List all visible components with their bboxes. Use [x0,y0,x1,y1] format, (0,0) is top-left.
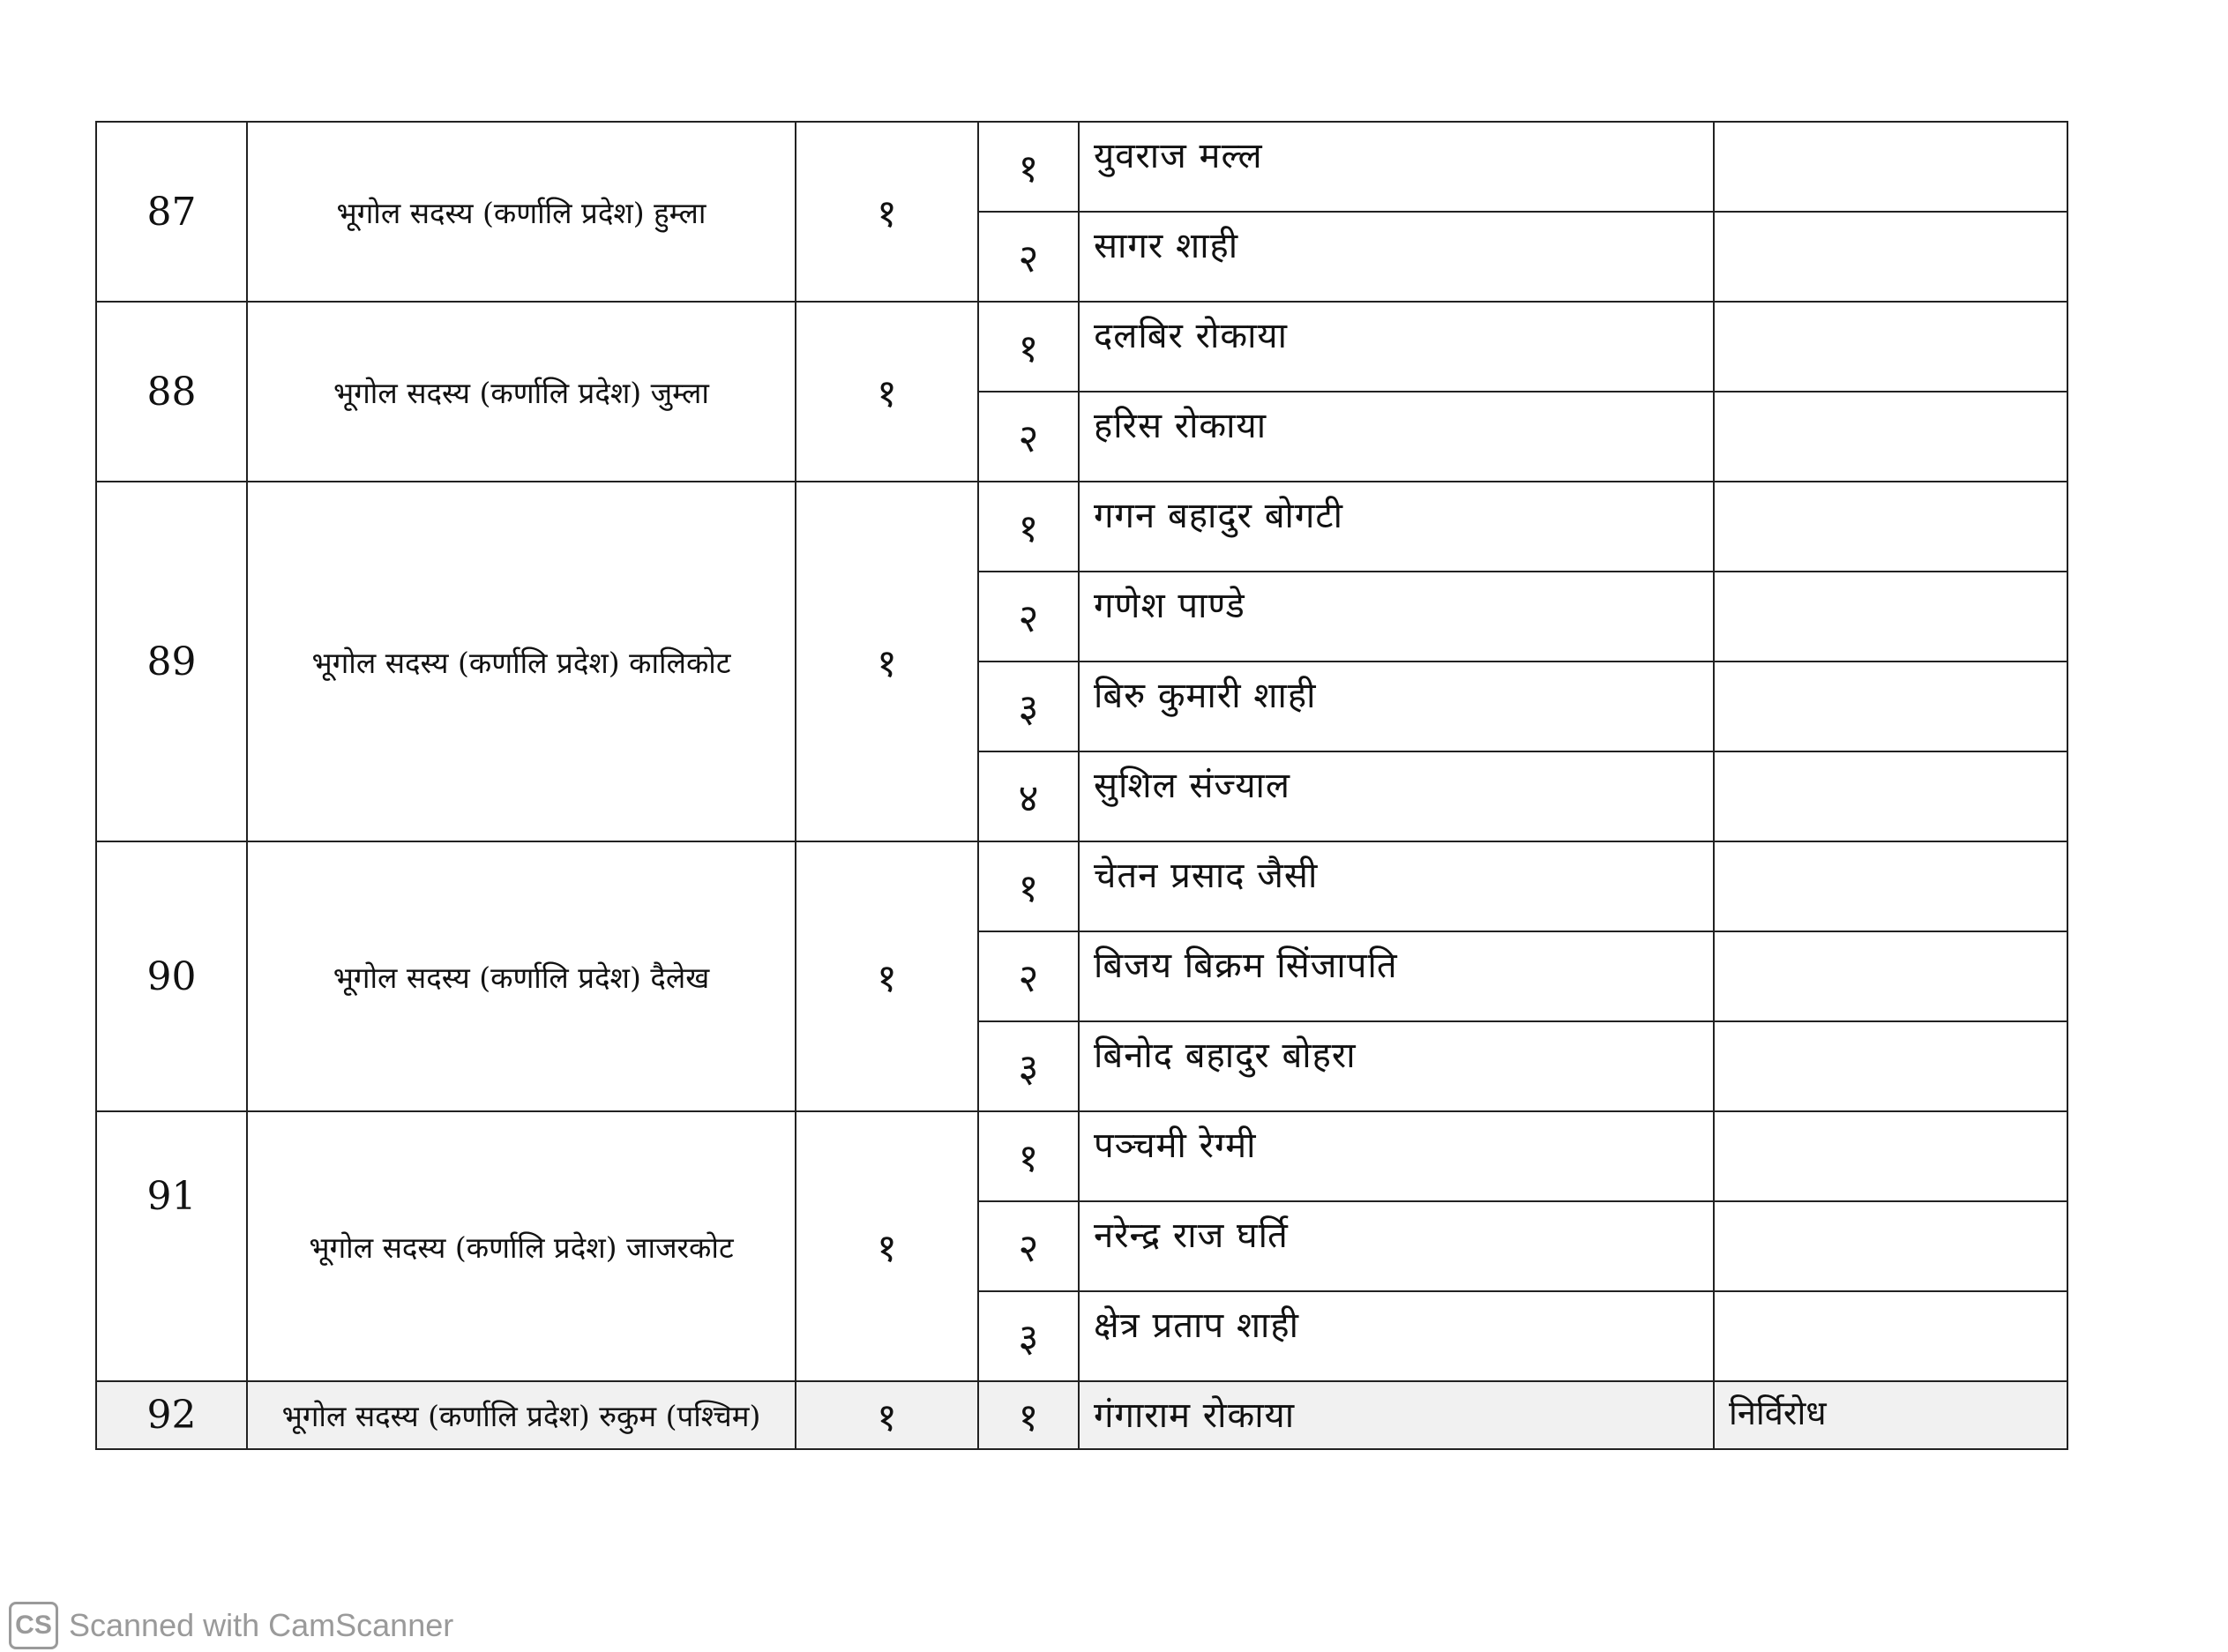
candidate-name-cell: पञ्चमी रेग्मी [1079,1111,1714,1201]
remark-cell [1714,931,2067,1021]
candidate-name-cell: क्षेत्र प्रताप शाही [1079,1291,1714,1381]
remark-cell [1714,1111,2067,1201]
candidate-name-cell: गणेश पाण्डे [1079,572,1714,662]
serial-number-cell: 87 [96,122,247,302]
constituency-cell: भूगोल सदस्य (कर्णालि प्रदेश) जुम्ला [247,302,796,482]
table-row [96,302,2067,392]
remark-cell [1714,751,2067,841]
constituency-cell: भूगोल सदस्य (कर्णालि प्रदेश) जाजरकोट [247,1111,796,1381]
candidate-name-cell: बिजय बिक्रम सिंजापति [1079,931,1714,1021]
remark-cell [1714,1291,2067,1381]
camscanner-watermark [9,1599,453,1652]
remark-cell [1714,662,2067,751]
candidate-name-cell: सुशिल संज्याल [1079,751,1714,841]
candidate-number-cell: ३ [978,1021,1079,1111]
table-row [96,841,2067,931]
candidate-name-cell: बिरु कुमारी शाही [1079,662,1714,751]
remark-cell [1714,572,2067,662]
table-row [96,1381,2067,1449]
remark-cell: निर्विरोध [1714,1381,2067,1449]
candidate-name-cell: युवराज मल्ल [1079,122,1714,212]
remark-cell [1714,1021,2067,1111]
remark-cell [1714,212,2067,302]
candidate-number-cell: २ [978,392,1079,482]
candidate-number-cell: ३ [978,1291,1079,1381]
remark-cell [1714,122,2067,212]
candidate-number-cell: १ [978,1381,1079,1449]
serial-number-cell: 88 [96,302,247,482]
candidate-number-cell: १ [978,1111,1079,1201]
camscanner-logo-icon: CS [9,1602,58,1649]
candidate-number-cell: २ [978,931,1079,1021]
serial-number-cell: 90 [96,841,247,1111]
table-row [96,482,2067,572]
serial-number-cell: 89 [96,482,247,841]
candidate-name-cell: दलबिर रोकाया [1079,302,1714,392]
serial-number-cell: 91 [96,1111,247,1381]
remark-cell [1714,1201,2067,1291]
candidate-name-cell: गंगाराम रोकाया [1079,1381,1714,1449]
candidate-number-cell: १ [978,482,1079,572]
candidate-name-cell: चेतन प्रसाद जैसी [1079,841,1714,931]
seats-cell: १ [796,841,978,1111]
constituency-cell: भूगोल सदस्य (कर्णालि प्रदेश) दैलेख [247,841,796,1111]
candidate-name-cell: गगन बहादुर बोगटी [1079,482,1714,572]
seats-cell: १ [796,302,978,482]
remark-cell [1714,841,2067,931]
candidate-name-cell: नरेन्द्र राज घर्ति [1079,1201,1714,1291]
candidate-name-cell: सागर शाही [1079,212,1714,302]
remark-cell [1714,482,2067,572]
candidate-number-cell: २ [978,572,1079,662]
seats-cell: १ [796,122,978,302]
remark-cell [1714,302,2067,392]
table-row [96,122,2067,212]
constituency-cell: भूगोल सदस्य (कर्णालि प्रदेश) हुम्ला [247,122,796,302]
candidate-number-cell: १ [978,122,1079,212]
candidate-table [95,121,2068,1450]
constituency-cell: भूगोल सदस्य (कर्णालि प्रदेश) कालिकोट [247,482,796,841]
constituency-cell: भूगोल सदस्य (कर्णालि प्रदेश) रुकुम (पश्चिम) [247,1381,796,1449]
table-row [96,1111,2067,1201]
seats-cell: १ [796,1381,978,1449]
watermark-text: Scanned with CamScanner [69,1607,454,1643]
candidate-number-cell: ४ [978,751,1079,841]
remark-cell [1714,392,2067,482]
candidate-number-cell: १ [978,841,1079,931]
candidate-number-cell: २ [978,212,1079,302]
candidate-number-cell: २ [978,1201,1079,1291]
seats-cell: १ [796,482,978,841]
candidate-number-cell: ३ [978,662,1079,751]
candidate-name-cell: हरिस रोकाया [1079,392,1714,482]
candidate-number-cell: १ [978,302,1079,392]
candidate-name-cell: बिनोद बहादुर बोहरा [1079,1021,1714,1111]
serial-number-cell: 92 [96,1381,247,1449]
seats-cell: १ [796,1111,978,1381]
